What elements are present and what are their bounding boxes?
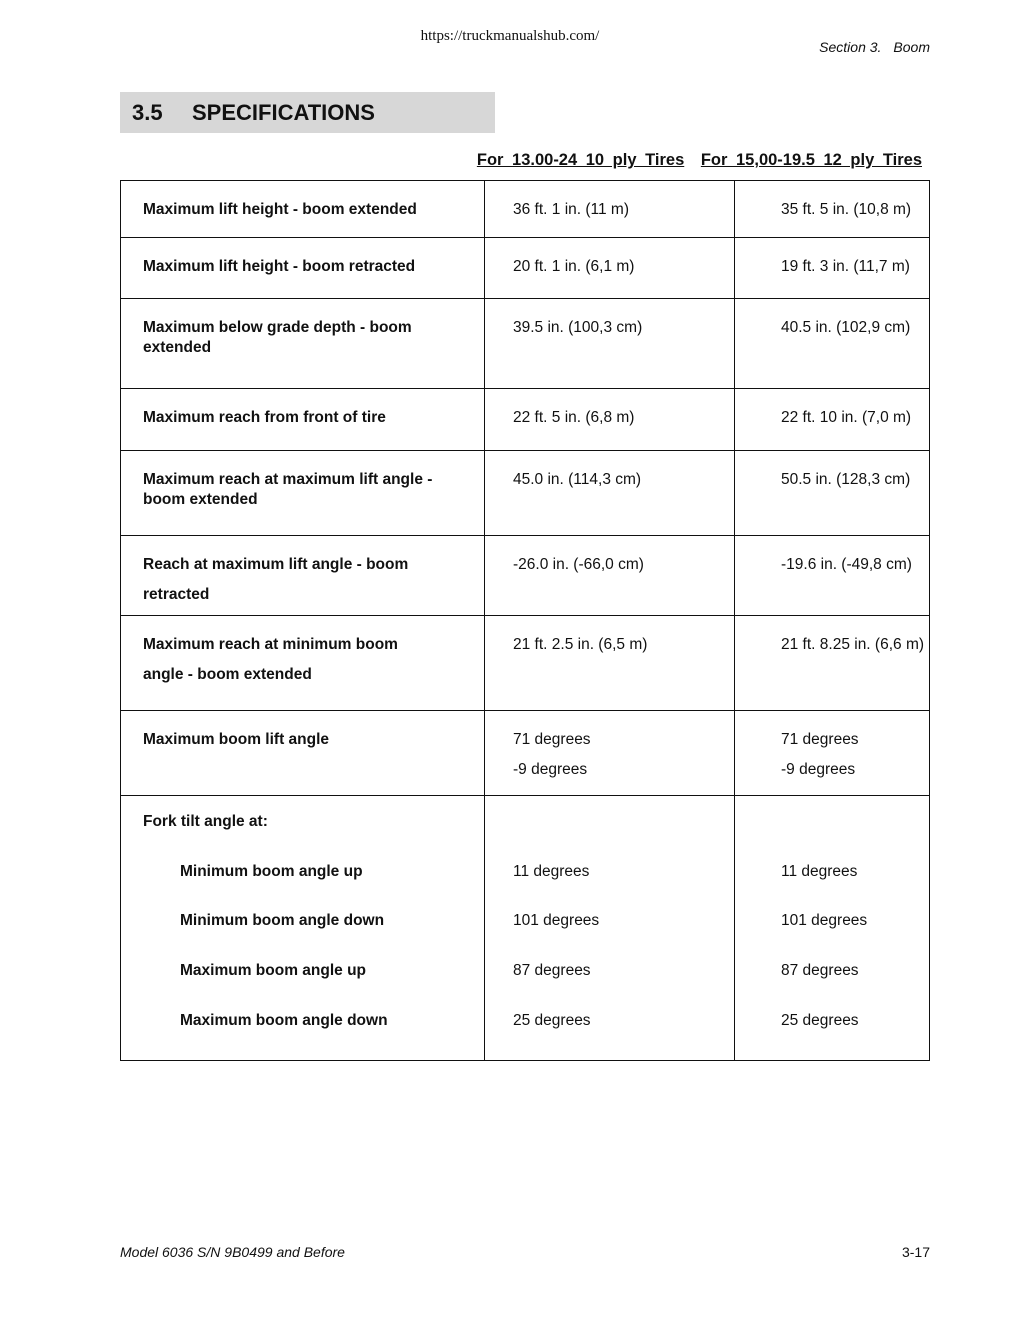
row-label: Maximum lift height - boom extended [121, 181, 485, 238]
row-label-line: Maximum reach at minimum boom [143, 636, 398, 653]
value-col2: 50.5 in. (128,3 cm) [735, 451, 930, 536]
value-line: -9 degrees [513, 761, 588, 778]
fork-tilt-heading: Fork tilt angle at: [143, 813, 268, 830]
value-col2: 35 ft. 5 in. (10,8 m) [735, 181, 930, 238]
value-line: -9 degrees [781, 761, 856, 778]
value-col2 [735, 711, 930, 796]
value-col1: -26.0 in. (-66,0 cm) [485, 536, 735, 616]
fork-item-value: 11 degrees [513, 862, 590, 880]
value-col1: 45.0 in. (114,3 cm) [485, 451, 735, 536]
table-row [121, 299, 930, 389]
value-col1: 39.5 in. (100,3 cm) [485, 299, 735, 389]
fork-item-value: 11 degrees [781, 862, 858, 880]
section-reference [819, 39, 930, 55]
value-col2: 22 ft. 10 in. (7,0 m) [735, 389, 930, 451]
row-label: Maximum reach from front of tire [121, 389, 485, 451]
column-header-15-00-19-5: For 15,00-19.5 12 ply Tires [700, 151, 922, 169]
value-col1: 36 ft. 1 in. (11 m) [485, 181, 735, 238]
value-col1: 21 ft. 2.5 in. (6,5 m) [485, 616, 735, 711]
column-header-13-00-24: For 13.00-24 10 ply Tires [476, 151, 685, 169]
row-label [121, 796, 485, 1061]
source-url: https://truckmanualshub.com/ [420, 28, 600, 44]
section-heading [120, 92, 495, 133]
value-col2: 40.5 in. (102,9 cm) [735, 299, 930, 389]
table-row [121, 536, 930, 616]
specifications-table [120, 180, 930, 1061]
table-row [121, 181, 930, 238]
fork-item-label: Minimum boom angle up [180, 862, 363, 880]
row-label [121, 616, 485, 711]
row-label [121, 536, 485, 616]
column-headers [477, 151, 922, 170]
fork-item-value: 101 degrees [781, 912, 868, 930]
section-name: Boom [893, 39, 930, 55]
heading-number: 3.5 [132, 99, 163, 125]
fork-item-value: 87 degrees [781, 962, 859, 980]
footer-page-number: 3-17 [901, 1244, 930, 1260]
value-col2: -19.6 in. (-49,8 cm) [735, 536, 930, 616]
fork-item-label: Minimum boom angle down [180, 912, 385, 930]
row-label: Maximum boom lift angle [121, 711, 485, 796]
heading-title: SPECIFICATIONS [192, 99, 375, 125]
footer-model: Model 6036 S/N 9B0499 and Before [120, 1244, 345, 1260]
value-col2 [735, 796, 930, 1061]
value-col1: 20 ft. 1 in. (6,1 m) [485, 238, 735, 299]
fork-item-value: 87 degrees [513, 962, 591, 980]
value-col1 [485, 796, 735, 1061]
value-col1 [485, 711, 735, 796]
fork-item-label: Maximum boom angle down [180, 1011, 388, 1029]
fork-item-value: 101 degrees [513, 912, 600, 930]
empty-cell [513, 812, 734, 862]
value-line: 71 degrees [781, 731, 859, 748]
row-label-line: angle - boom extended [143, 666, 312, 683]
row-label: Maximum reach at maximum lift angle - boom extended [121, 451, 485, 536]
value-col1: 22 ft. 5 in. (6,8 m) [485, 389, 735, 451]
row-label: Maximum below grade depth - boom extended [121, 299, 485, 389]
empty-cell [781, 812, 929, 862]
table-row [121, 711, 930, 796]
value-col2: 19 ft. 3 in. (11,7 m) [735, 238, 930, 299]
fork-item-label: Maximum boom angle up [180, 962, 367, 980]
row-label-line: retracted [143, 586, 210, 603]
section-number: Section 3. [819, 39, 882, 55]
table-row [121, 238, 930, 299]
fork-item-value: 25 degrees [513, 1011, 591, 1029]
table-row [121, 451, 930, 536]
table-row [121, 616, 930, 711]
fork-item-value: 25 degrees [781, 1011, 859, 1029]
table-row [121, 389, 930, 451]
row-label-line: Reach at maximum lift angle - boom [143, 556, 409, 573]
row-label: Maximum lift height - boom retracted [121, 238, 485, 299]
table-row-fork-tilt [121, 796, 930, 1061]
value-line: 71 degrees [513, 731, 591, 748]
value-col2: 21 ft. 8.25 in. (6,6 m) [735, 616, 930, 711]
